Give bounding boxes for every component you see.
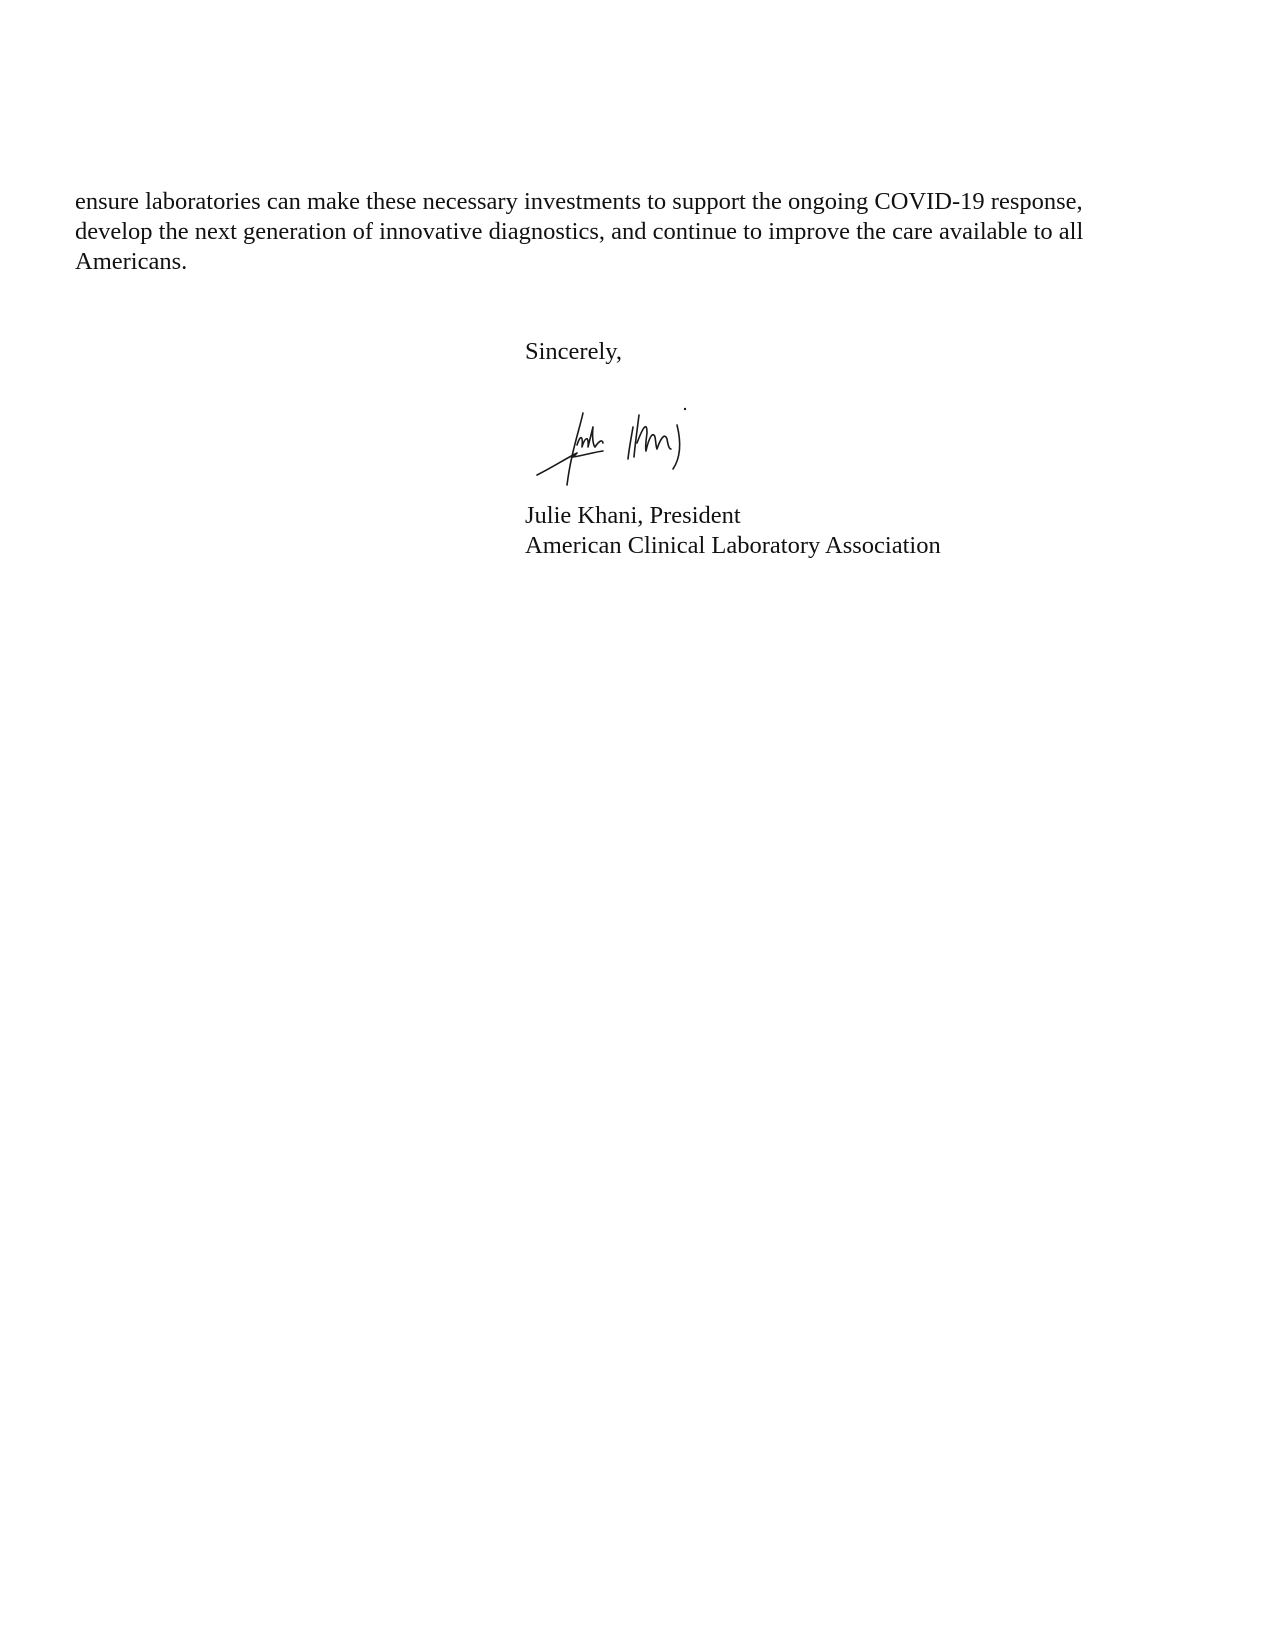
signer-name-title: Julie Khani, President bbox=[525, 502, 741, 529]
paragraph-line: develop the next generation of innovative diagnostics, and continue to improve the care available to all bbox=[75, 218, 1084, 245]
closing-salutation: Sincerely, bbox=[525, 338, 623, 365]
handwritten-signature bbox=[525, 397, 705, 497]
paragraph-line: Americans. bbox=[75, 248, 188, 275]
signer-block bbox=[525, 501, 941, 561]
closing-paragraph bbox=[75, 187, 1200, 277]
signer-organization: American Clinical Laboratory Association bbox=[525, 532, 941, 559]
paragraph-line: ensure laboratories can make these necessary investments to support the ongoing COVID-19 response, bbox=[75, 188, 1083, 215]
